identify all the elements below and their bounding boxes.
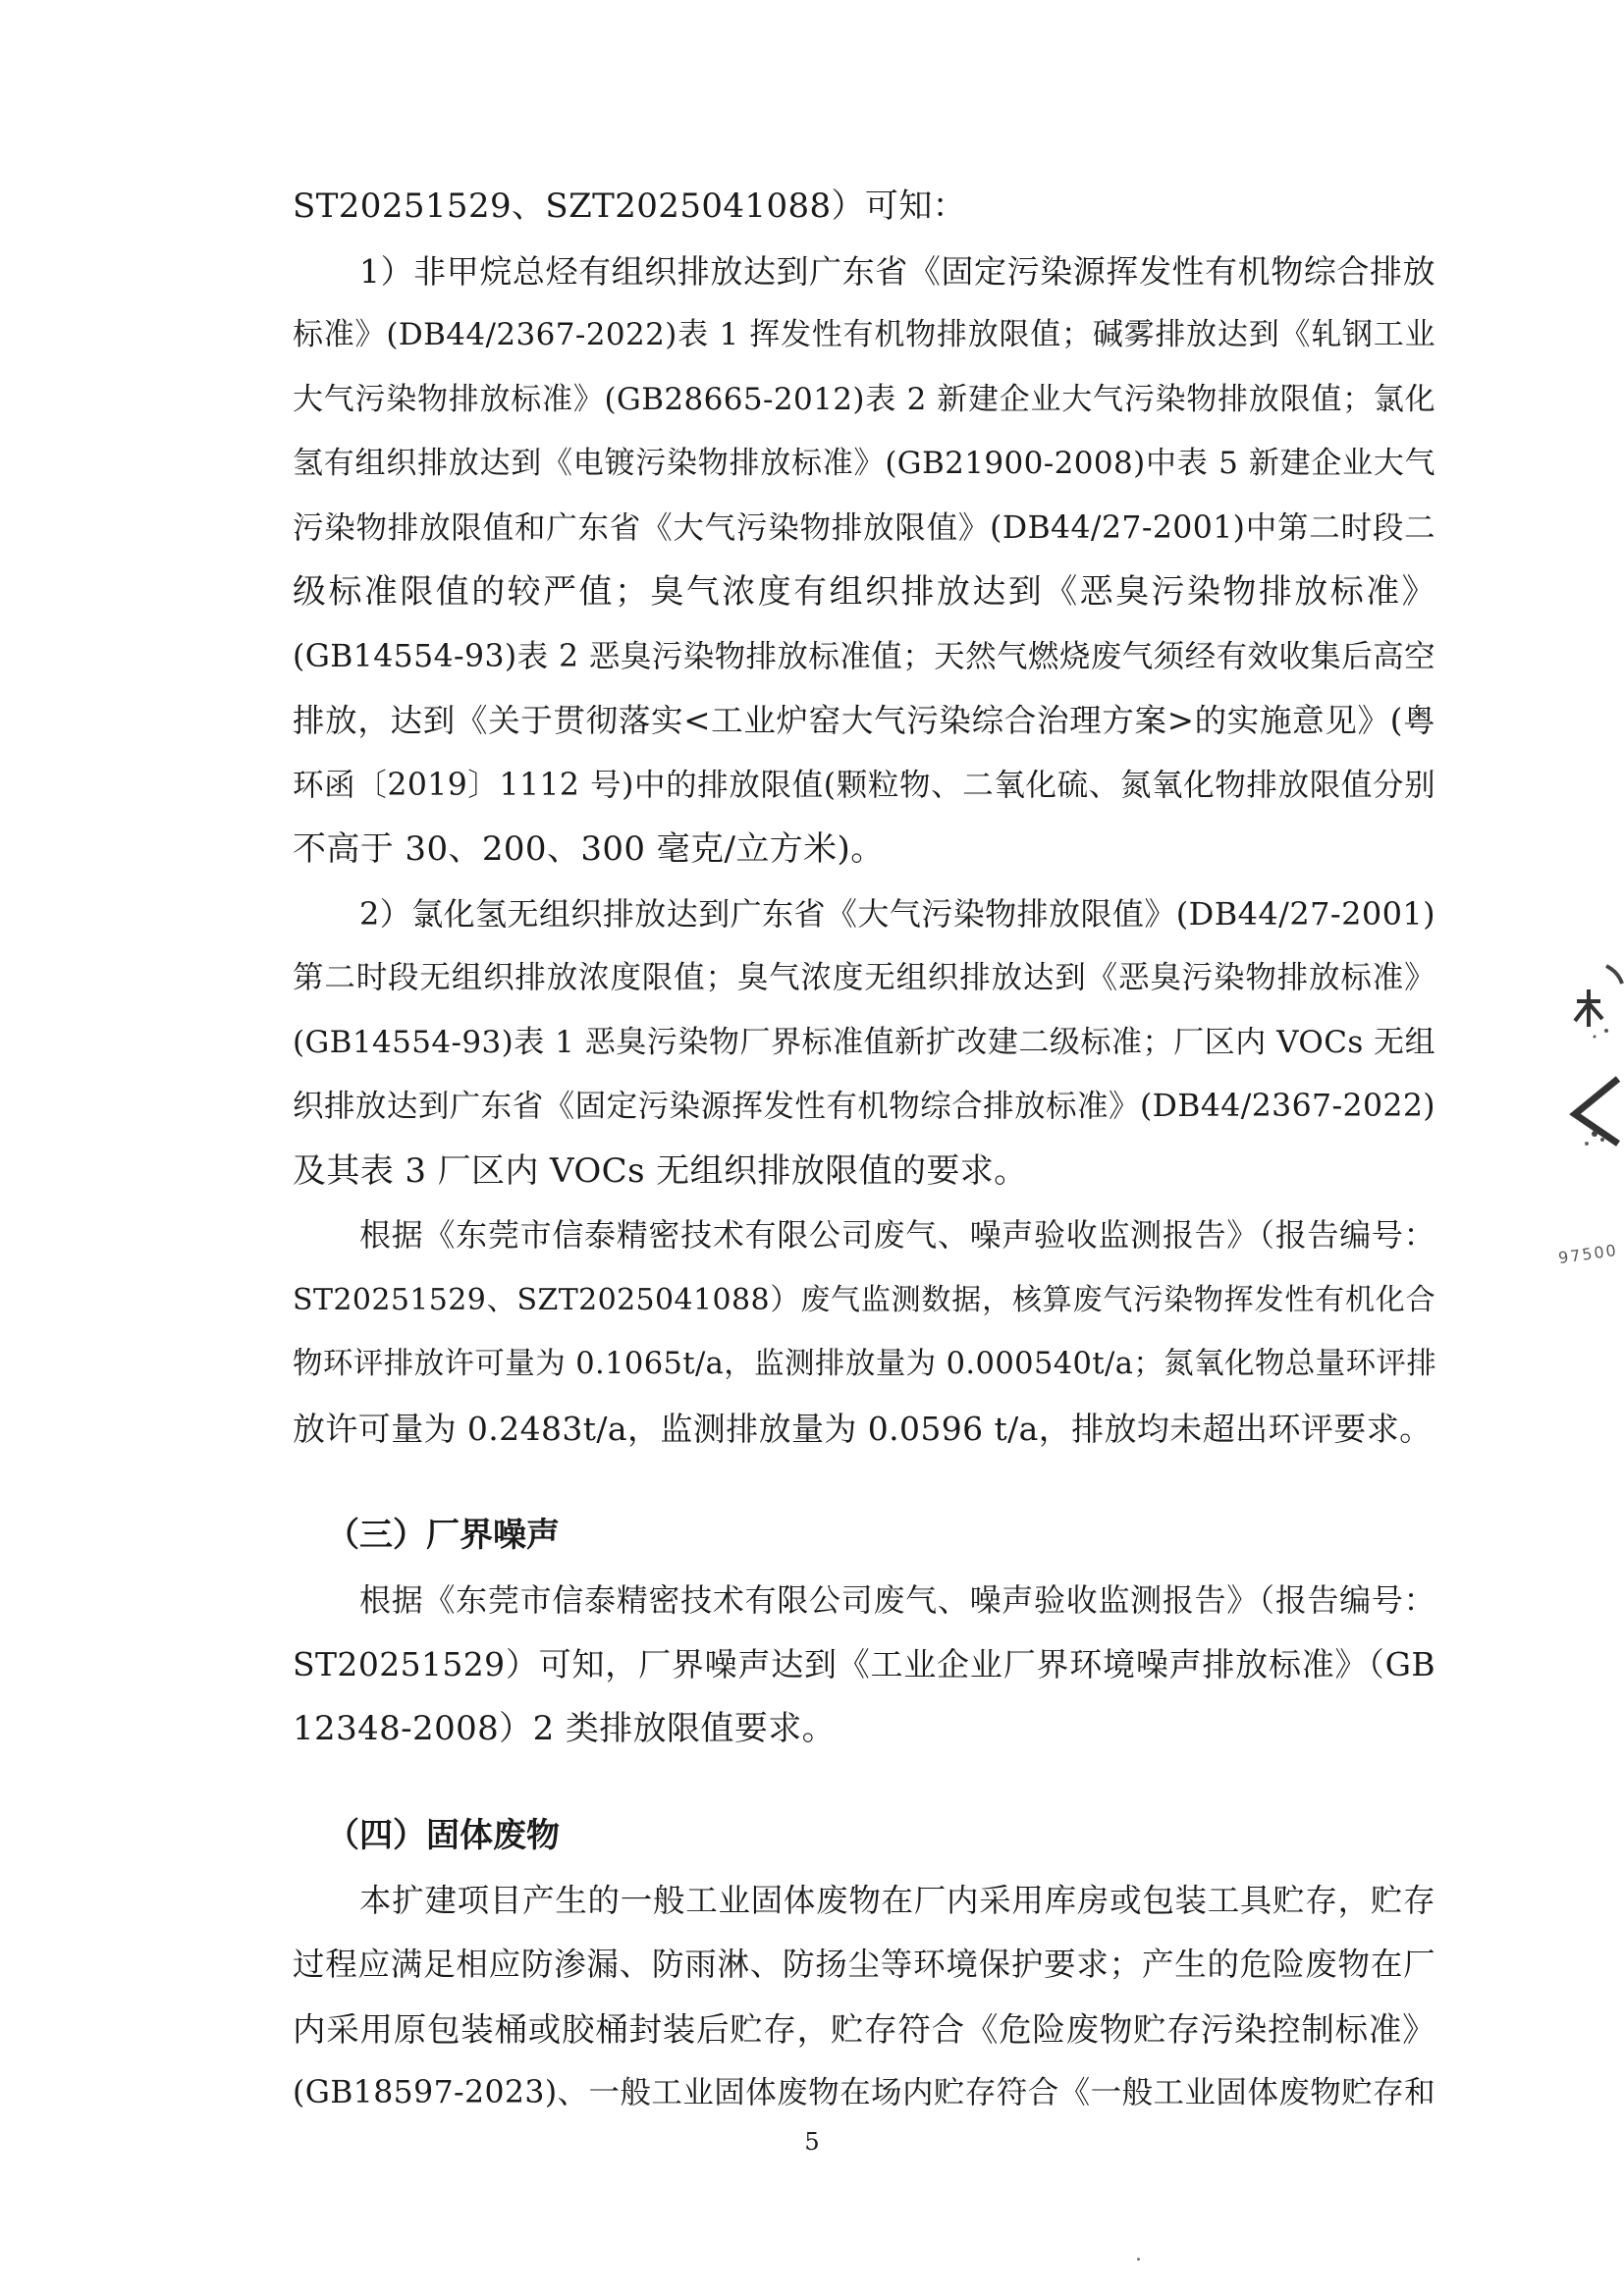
text-line: 污染物排放限值和广东省《大气污染物排放限值》(DB44/27-2001)中第二时段二 — [293, 509, 1435, 546]
text-line: 本扩建项目产生的一般工业固体废物在厂内采用库房或包装工具贮存，贮存 — [359, 1881, 1435, 1919]
text-line: 氢有组织排放达到《电镀污染物排放标准》(GB21900-2008)中表 5 新建企业大气 — [293, 446, 1435, 481]
section-heading-solid-waste: （四）固体废物 — [326, 1816, 560, 1855]
text-line: 根据《东莞市信泰精密技术有限公司废气、噪声验收监测报告》（报告编号： — [359, 1216, 1435, 1254]
text-line: (GB14554-93)表 1 恶臭污染物厂界标准值新扩改建二级标准；厂区内 VOCs 无组 — [293, 1024, 1435, 1060]
text-line: (GB18597-2023)、一般工业固体废物在场内贮存符合《一般工业固体废物贮存和 — [293, 2075, 1435, 2110]
section-heading-noise: （三）厂界噪声 — [326, 1516, 560, 1555]
text-line: ST20251529、SZT2025041088）废气监测数据，核算废气污染物挥发性有机化合 — [293, 1282, 1435, 1317]
text-line: 环函〔2019〕1112 号)中的排放限值(颗粒物、二氧化硫、氮氧化物排放限值分别 — [293, 767, 1435, 803]
text-line: 级标准限值的较严值；臭气浓度有组织排放达到《恶臭污染物排放标准》 — [293, 572, 1435, 612]
text-line: 12348-2008）2 类排放限值要求。 — [293, 1708, 837, 1748]
emission-paragraphs — [293, 175, 1435, 1461]
text-line: 不高于 30、200、300 毫克/立方米)。 — [293, 829, 885, 869]
text-line: 大气污染物排放标准》(GB28665-2012)表 2 新建企业大气污染物排放限值；氯化 — [293, 381, 1435, 417]
text-line: ST20251529、SZT2025041088）可知： — [293, 187, 967, 226]
page-number: 5 — [804, 2128, 820, 2156]
text-line: 排放，达到《关于贯彻落实<工业炉窑大气污染综合治理方案>的实施意见》(粤 — [293, 702, 1435, 739]
document-body — [293, 175, 1435, 2126]
text-line: 根据《东莞市信泰精密技术有限公司废气、噪声验收监测报告》（报告编号： — [359, 1580, 1435, 1619]
text-line: ST20251529）可知，厂界噪声达到《工业企业厂界环境噪声排放标准》（GB — [293, 1645, 1435, 1683]
stamp-fragment-icon — [1565, 1075, 1624, 1163]
text-line: 物环评排放许可量为 0.1065t/a，监测排放量为 0.000540t/a；氮氧化物总量环评排 — [293, 1347, 1437, 1381]
solid-waste-paragraph — [293, 1869, 1435, 2126]
text-line: 织排放达到广东省《固定污染源挥发性有机物综合排放标准》(DB44/2367-2022) — [293, 1089, 1435, 1124]
text-line: 1）非甲烷总烃有组织排放达到广东省《固定污染源挥发性有机物综合排放 — [359, 251, 1435, 291]
text-line: (GB14554-93)表 2 恶臭污染物排放标准值；天然气燃烧废气须经有效收集后高空 — [293, 638, 1435, 674]
text-line: 放许可量为 0.2483t/a，监测排放量为 0.0596 t/a，排放均未超出环评要求。 — [293, 1409, 1433, 1448]
section-gap — [293, 1761, 1435, 1804]
speck — [1137, 2258, 1140, 2261]
text-line: 及其表 3 厂区内 VOCs 无组织排放限值的要求。 — [293, 1150, 1028, 1191]
stamp-fragment-icon — [1567, 962, 1624, 1050]
section-gap — [293, 1461, 1435, 1504]
text-line: 过程应满足相应防渗漏、防雨淋、防扬尘等环境保护要求；产生的危险废物在厂 — [293, 1946, 1435, 1983]
noise-paragraph — [293, 1569, 1435, 1762]
text-line: 2）氯化氢无组织排放达到广东省《大气污染物排放限值》(DB44/27-2001) — [359, 894, 1435, 933]
text-line: 标准》(DB44/2367-2022)表 1 挥发性有机物排放限值；碱雾排放达到《轧钢工业 — [293, 317, 1435, 352]
text-line: 第二时段无组织排放浓度限值；臭气浓度无组织排放达到《恶臭污染物排放标准》 — [293, 960, 1435, 995]
stamp-serial-fragment: 97500 — [1557, 1240, 1620, 1268]
text-line: 内采用原包装桶或胶桶封装后贮存，贮存符合《危险废物贮存污染控制标准》 — [293, 2009, 1435, 2049]
